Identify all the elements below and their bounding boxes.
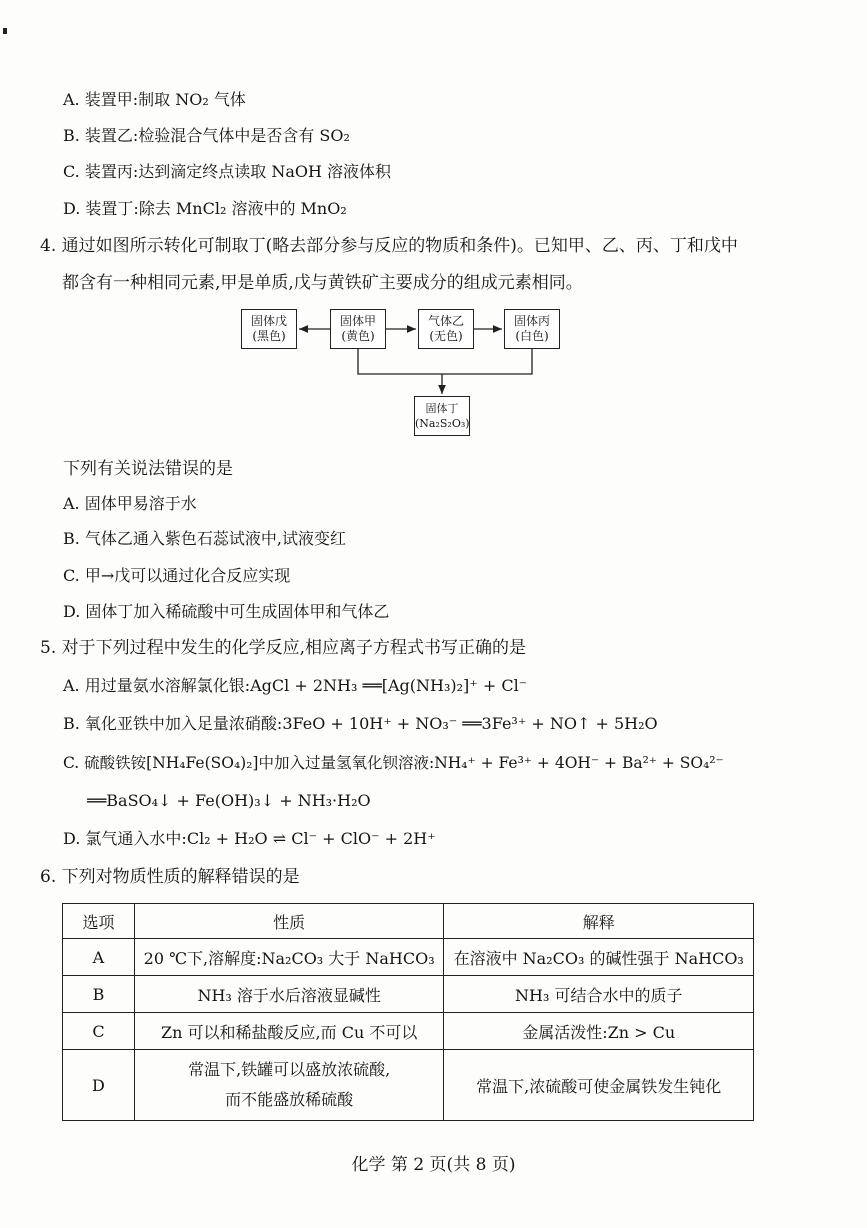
yi-name: 气体乙 [427,314,464,328]
table-row [63,976,754,1013]
row-c-explanation: 金属活泼性:Zn > Cu [444,1013,754,1050]
row-d-option: D [63,1050,135,1121]
header-property: 性质 [134,904,444,939]
diagram-box-yi [418,309,474,349]
q4-option-d: D. 固体丁加入稀硫酸中可生成固体甲和气体乙 [63,602,390,621]
row-a-property: 20 ℃下,溶解度:Na₂CO₃ 大于 NaHCO₃ [134,939,444,976]
ding-formula: (Na₂S₂O₃) [415,417,470,430]
diagram-box-ding [414,396,470,436]
q3-option-c: C. 装置丙:达到滴定终点读取 NaOH 溶液体积 [63,162,392,181]
q4-prompt: 下列有关说法错误的是 [63,459,233,479]
header-explanation: 解释 [444,904,754,939]
q6-stem: 6. 下列对物质性质的解释错误的是 [40,867,300,887]
row-a-explanation: 在溶液中 Na₂CO₃ 的碱性强于 NaHCO₃ [444,939,754,976]
row-c-option: C [63,1013,135,1050]
diagram-box-jia [330,309,386,349]
table-row [63,939,754,976]
page-footer: 化学 第 2 页(共 8 页) [351,1155,516,1175]
ding-name: 固体丁 [425,402,459,415]
q4-stem-line2: 都含有一种相同元素,甲是单质,戊与黄铁矿主要成分的组成元素相同。 [62,273,583,293]
diagram-box-bing [504,309,560,349]
table-row [63,1013,754,1050]
q5-option-d: D. 氯气通入水中:Cl₂ + H₂O ⇌ Cl⁻ + ClO⁻ + 2H⁺ [63,829,436,848]
yi-color: (无色) [429,329,463,343]
q5-option-a: A. 用过量氨水溶解氯化银:AgCl + 2NH₃ ══[Ag(NH₃)₂]⁺ + Cl⁻ [63,676,528,695]
row-b-property: NH₃ 溶于水后溶液显碱性 [134,976,444,1013]
q3-option-d: D. 装置丁:除去 MnCl₂ 溶液中的 MnO₂ [63,199,347,218]
q4-option-a: A. 固体甲易溶于水 [63,494,197,513]
row-d-property-line1: 常温下,铁罐可以盛放浓硫酸, [188,1060,391,1079]
table-row [63,1050,754,1121]
q6-table [62,903,754,1121]
q4-option-b: B. 气体乙通入紫色石蕊试液中,试液变红 [63,529,347,548]
wu-color: (黑色) [252,329,286,343]
q5-option-c-cont: ══BaSO₄↓ + Fe(OH)₃↓ + NH₃·H₂O [87,791,371,810]
q4-option-c: C. 甲→戊可以通过化合反应实现 [63,566,291,585]
connector-jia-bing [358,349,532,374]
table-header-row [63,904,754,939]
q3-option-b: B. 装置乙:检验混合气体中是否含有 SO₂ [63,126,350,145]
jia-name: 固体甲 [339,314,376,328]
scan-mark [3,28,7,34]
row-a-option: A [63,939,135,976]
q4-stem-line1: 4. 通过如图所示转化可制取丁(略去部分参与反应的物质和条件)。已知甲、乙、丙、丁和戊中 [40,236,738,256]
bing-name: 固体丙 [513,314,550,328]
bing-color: (白色) [515,329,549,343]
wu-name: 固体戊 [250,314,287,328]
header-option: 选项 [63,904,135,939]
row-d-property [134,1050,444,1121]
q3-option-a: A. 装置甲:制取 NO₂ 气体 [63,90,246,109]
diagram-box-wu [241,309,297,349]
q5-option-c: C. 硫酸铁铵[NH₄Fe(SO₄)₂]中加入过量氢氧化钡溶液:NH₄⁺ + Fe³⁺ + 4OH⁻ + Ba²⁺ + SO₄²⁻ [63,754,724,772]
q5-stem: 5. 对于下列过程中发生的化学反应,相应离子方程式书写正确的是 [40,638,527,658]
row-b-explanation: NH₃ 可结合水中的质子 [444,976,754,1013]
row-d-property-line2: 而不能盛放稀硫酸 [225,1090,354,1109]
row-c-property: Zn 可以和稀盐酸反应,而 Cu 不可以 [134,1013,444,1050]
row-b-option: B [63,976,135,1013]
q5-option-b: B. 氧化亚铁中加入足量浓硝酸:3FeO + 10H⁺ + NO₃⁻ ══3Fe³⁺ + NO↑ + 5H₂O [63,714,658,733]
jia-color: (黄色) [341,329,375,343]
row-d-explanation: 常温下,浓硫酸可使金属铁发生钝化 [444,1050,754,1121]
